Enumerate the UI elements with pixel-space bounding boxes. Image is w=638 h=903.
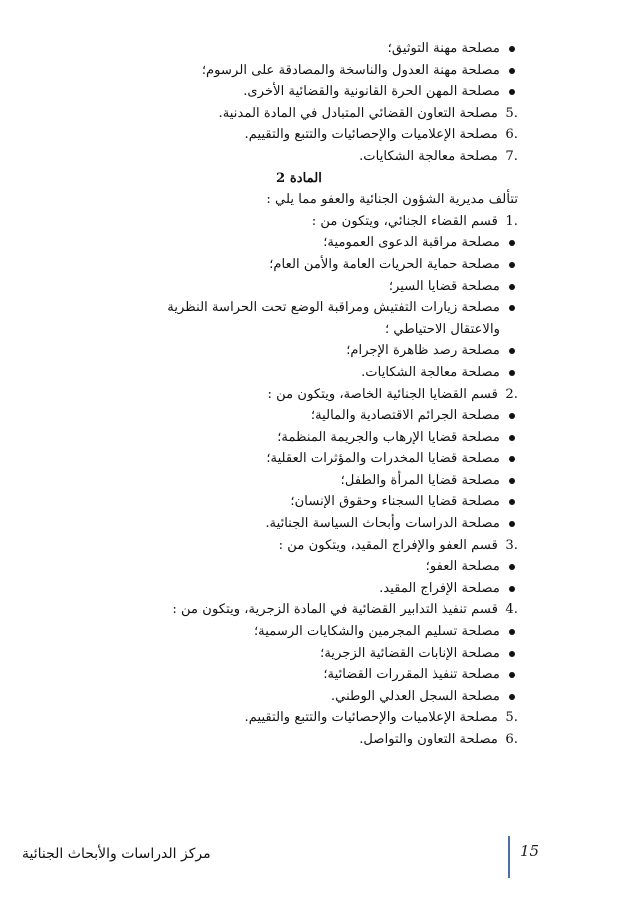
item-number: 6.: [505, 127, 518, 143]
numbered-item: [80, 707, 518, 729]
bullet-text: مصلحة المهن الحرة القانونية والقضائية الأخرى.: [243, 84, 500, 100]
bullet-item: [80, 60, 518, 82]
bullet-text: مصلحة مهنة العدول والناسخة والمصادقة على الرسوم؛: [201, 62, 500, 78]
numbered-item: [80, 211, 518, 233]
numbered-item: [80, 599, 518, 621]
bullet-item: [80, 491, 518, 513]
footer-divider: [508, 836, 510, 878]
numbered-item: [80, 103, 518, 125]
bullet-text: مصلحة تنفيذ المقررات القضائية؛: [323, 667, 500, 683]
bullet-item: [80, 405, 518, 427]
bullet-text: مصلحة العفو؛: [425, 559, 500, 575]
bullet-text: مصلحة مهنة التوثيق؛: [387, 41, 500, 56]
bullet-text: مصلحة مراقبة الدعوى العمومية؛: [323, 235, 500, 251]
item-number: 6.: [505, 732, 518, 747]
bullet-item: [80, 470, 518, 492]
item-number: 7.: [505, 148, 518, 164]
bullet-item: [80, 81, 518, 103]
bullet-item: [80, 643, 518, 665]
bullet-text: مصلحة قضايا المخدرات والمؤثرات العقلية؛: [266, 451, 500, 467]
item-text: قسم القضايا الجنائية الخاصة، ويتكون من :: [267, 386, 498, 402]
item-number: 1.: [505, 213, 518, 229]
item-number: 4.: [505, 602, 518, 618]
bullet-item: [80, 232, 518, 254]
bullet-text: مصلحة معالجة الشكايات.: [361, 364, 500, 380]
bullet-item: [80, 276, 518, 298]
bullet-item: [80, 556, 518, 578]
bullet-item: [80, 427, 518, 449]
bullet-text: مصلحة الإنابات القضائية الزجرية؛: [320, 645, 500, 661]
bullet-text: مصلحة الإفراج المقيد.: [379, 580, 500, 596]
footer-title: مركز الدراسات والأبحاث الجنائية: [22, 846, 211, 862]
bullet-text: مصلحة تسليم المجرمين والشكايات الرسمية؛: [253, 624, 500, 640]
numbered-item: [80, 535, 518, 557]
bullet-text: مصلحة الدراسات وأبحاث السياسة الجنائية.: [265, 516, 500, 532]
bullet-text: مصلحة قضايا المرأة والطفل؛: [340, 472, 500, 488]
bullet-item: [80, 362, 518, 384]
document-body: [80, 38, 518, 751]
item-number: 5.: [505, 710, 518, 726]
bullet-text: مصلحة قضايا السير؛: [388, 278, 500, 294]
numbered-item: [80, 729, 518, 751]
item-text: مصلحة التعاون والتواصل.: [359, 732, 498, 747]
item-number: 5.: [505, 105, 518, 121]
bullet-text: مصلحة السجل العدلي الوطني.: [330, 688, 500, 704]
item-text: مصلحة الإعلاميات والإحصائيات والتتبع والتقييم.: [244, 127, 498, 143]
item-text: قسم تنفيذ التدابير القضائية في المادة الزجرية، ويتكون من :: [172, 602, 498, 618]
numbered-item: [80, 384, 518, 406]
bullet-item: [80, 38, 518, 60]
page-number: 15: [520, 842, 540, 860]
bullet-item: [80, 686, 518, 708]
bullet-item: [80, 448, 518, 470]
bullet-text: مصلحة الجرائم الاقتصادية والمالية؛: [310, 408, 500, 424]
numbered-item: [80, 124, 518, 146]
item-text: مصلحة الإعلاميات والإحصائيات والتتبع والتقييم.: [244, 710, 498, 726]
bullet-text: مصلحة قضايا السجناء وحقوق الإنسان؛: [290, 494, 500, 510]
paragraph: تتألف مديرية الشؤون الجنائية والعفو مما يلي :: [266, 192, 518, 208]
bullet-text: مصلحة زيارات التفتيش ومراقبة الوضع تحت الحراسة النظرية: [167, 300, 500, 316]
article-heading: المادة 2: [276, 170, 322, 186]
item-number: 3.: [505, 537, 518, 553]
item-text: مصلحة معالجة الشكايات.: [359, 148, 498, 164]
bullet-item: [80, 621, 518, 643]
bullet-continuation: والاعتقال الاحتياطي ؛: [384, 321, 500, 337]
item-text: مصلحة التعاون القضائي المتبادل في المادة المدنية.: [218, 105, 498, 121]
bullet-item: [80, 578, 518, 600]
bullet-item: [80, 513, 518, 535]
bullet-text: مصلحة رصد ظاهرة الإجرام؛: [346, 343, 500, 359]
item-text: قسم العفو والإفراج المقيد، ويتكون من :: [278, 537, 498, 553]
bullet-item: [80, 664, 518, 686]
bullet-text: مصلحة قضايا الإرهاب والجريمة المنظمة؛: [277, 429, 500, 445]
item-text: قسم القضاء الجنائي، ويتكون من :: [311, 213, 498, 229]
bullet-text: مصلحة حماية الحريات العامة والأمن العام؛: [269, 256, 500, 272]
bullet-item: [80, 297, 518, 319]
numbered-item: [80, 146, 518, 168]
bullet-item: [80, 254, 518, 276]
bullet-item: [80, 340, 518, 362]
item-number: 2.: [505, 386, 518, 402]
